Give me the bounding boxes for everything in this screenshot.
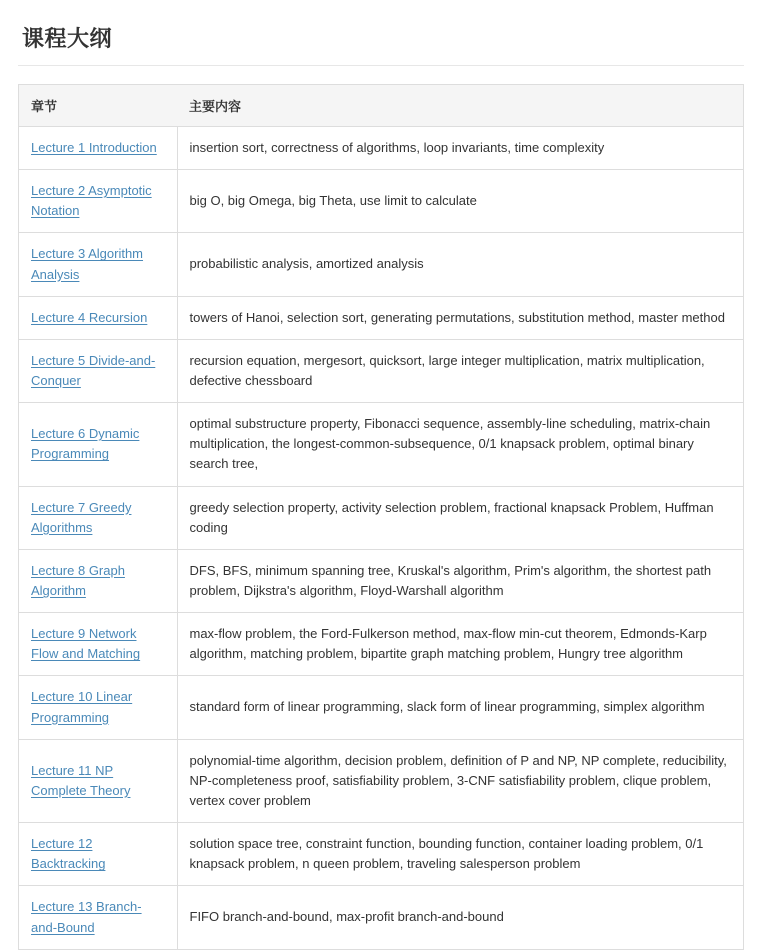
syllabus-table-container (18, 84, 744, 950)
chapter-cell (19, 170, 177, 233)
syllabus-table (19, 85, 743, 950)
content-cell: towers of Hanoi, selection sort, generating permutations, substitution method, master method (177, 296, 743, 339)
lecture-link[interactable]: Lecture 3 Algorithm Analysis (31, 246, 144, 282)
table-row (19, 127, 743, 170)
chapter-cell (19, 296, 177, 339)
lecture-link[interactable]: Lecture 13 Branch-and-Bound (31, 899, 142, 935)
table-body (19, 127, 743, 950)
lecture-link[interactable]: Lecture 12 Backtracking (31, 836, 106, 872)
chapter-cell (19, 676, 177, 739)
lecture-link[interactable]: Lecture 2 Asymptotic Notation (31, 183, 152, 219)
lecture-link[interactable]: Lecture 5 Divide-and-Conquer (31, 352, 156, 388)
lecture-link[interactable]: Lecture 10 Linear Programming (31, 689, 133, 725)
lecture-link[interactable]: Lecture 6 Dynamic Programming (31, 426, 140, 462)
column-header-chapter: 章节 (19, 85, 177, 127)
chapter-cell (19, 339, 177, 402)
table-row (19, 613, 743, 676)
content-cell: optimal substructure property, Fibonacci sequence, assembly-line scheduling, matrix-chain multiplication, the longest-common-subsequence, 0/1 knapsack problem, optimal binary search tree, (177, 403, 743, 486)
column-header-content: 主要内容 (177, 85, 743, 127)
lecture-link[interactable]: Lecture 11 NP Complete Theory (31, 762, 131, 798)
table-header-row (19, 85, 743, 127)
title-divider (18, 65, 744, 66)
chapter-cell (19, 127, 177, 170)
table-row (19, 170, 743, 233)
table-row (19, 676, 743, 739)
content-cell: solution space tree, constraint function, bounding function, container loading problem, 0/1 knapsack problem, n queen problem, traveling salesperson problem (177, 823, 743, 886)
chapter-cell (19, 403, 177, 486)
table-row (19, 339, 743, 402)
lecture-link[interactable]: Lecture 8 Graph Algorithm (31, 562, 125, 598)
table-row (19, 739, 743, 822)
table-row (19, 549, 743, 612)
chapter-cell (19, 486, 177, 549)
content-cell: FIFO branch-and-bound, max-profit branch-and-bound (177, 886, 743, 949)
lecture-link[interactable]: Lecture 9 Network Flow and Matching (31, 626, 141, 662)
table-row (19, 403, 743, 486)
lecture-link[interactable]: Lecture 7 Greedy Algorithms (31, 499, 132, 535)
content-cell: polynomial-time algorithm, decision problem, definition of P and NP, NP complete, reducibility, NP-completeness proof, satisfiability problem, 3-CNF satisfiability problem, clique problem, vertex cover problem (177, 739, 743, 822)
content-cell: max-flow problem, the Ford-Fulkerson method, max-flow min-cut theorem, Edmonds-Karp algorithm, matching problem, bipartite graph matching problem, Hungry tree algorithm (177, 613, 743, 676)
chapter-cell (19, 549, 177, 612)
content-cell: greedy selection property, activity selection problem, fractional knapsack Problem, Huffman coding (177, 486, 743, 549)
chapter-cell (19, 886, 177, 949)
content-cell: DFS, BFS, minimum spanning tree, Kruskal's algorithm, Prim's algorithm, the shortest path problem, Dijkstra's algorithm, Floyd-Warshall algorithm (177, 549, 743, 612)
page-title: 课程大纲 (22, 26, 113, 51)
content-cell: standard form of linear programming, slack form of linear programming, simplex algorithm (177, 676, 743, 739)
content-cell: big O, big Omega, big Theta, use limit to calculate (177, 170, 743, 233)
lecture-link[interactable]: Lecture 4 Recursion (31, 309, 148, 325)
table-row (19, 886, 743, 949)
table-row (19, 233, 743, 296)
chapter-cell (19, 233, 177, 296)
content-cell: recursion equation, mergesort, quicksort, large integer multiplication, matrix multiplication, defective chessboard (177, 339, 743, 402)
lecture-link[interactable]: Lecture 1 Introduction (31, 140, 157, 155)
chapter-cell (19, 739, 177, 822)
content-cell: insertion sort, correctness of algorithms, loop invariants, time complexity (177, 127, 743, 170)
chapter-cell (19, 823, 177, 886)
table-row (19, 296, 743, 339)
syllabus-page (0, 22, 762, 950)
table-row (19, 823, 743, 886)
table-header (19, 85, 743, 127)
content-cell: probabilistic analysis, amortized analysis (177, 233, 743, 296)
chapter-cell (19, 613, 177, 676)
table-row (19, 486, 743, 549)
